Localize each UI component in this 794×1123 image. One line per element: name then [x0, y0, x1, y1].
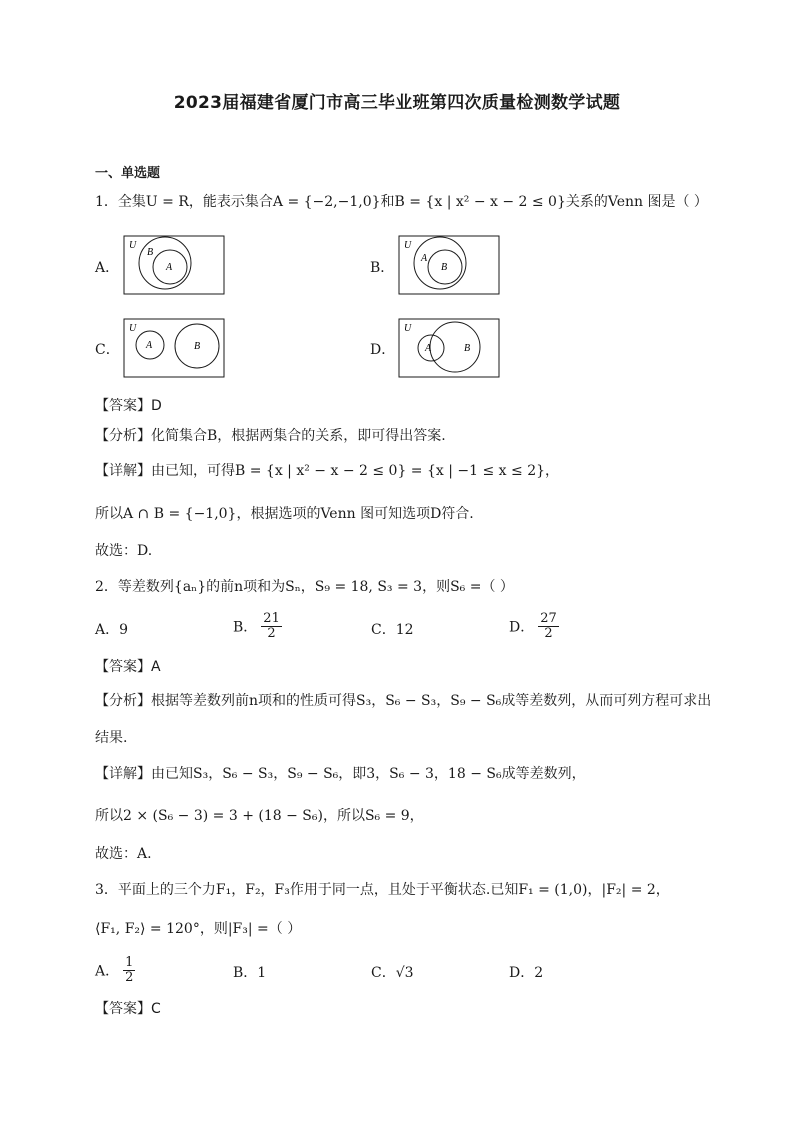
q2-answer: 【答案】A — [95, 659, 161, 675]
q1-analysis: 【分析】化简集合B，根据两集合的关系，即可得出答案. — [95, 428, 446, 444]
section-heading: 一、单选题 — [95, 166, 161, 181]
q1-stem: 1．全集U = R，能表示集合A = {−2,−1,0}和B = {x | x² − x − 2 ≤ 0}关系的Venn 图是（ ） — [95, 194, 708, 210]
q1-option-c-label: C． — [95, 342, 120, 358]
q2-conclusion: 故选：A. — [95, 846, 152, 862]
q1-answer: 【答案】D — [95, 398, 162, 414]
q3-option-d: D．2 — [509, 965, 544, 981]
venn-label-a: A — [425, 343, 432, 354]
venn-label-u: U — [129, 240, 137, 251]
fraction: $\frac{21}{2}$ — [263, 611, 280, 641]
q3-option-a: A． $\frac{1}{2}$ — [95, 955, 134, 985]
q1-detail-line-1: 【详解】由已知，可得B = {x | x² − x − 2 ≤ 0} = {x | −1 ≤ x ≤ 2}， — [95, 463, 560, 479]
venn-label-a: A — [146, 340, 153, 351]
q2-analysis-line-1: 【分析】根据等差数列前n项和的性质可得S₃，S₆ − S₃，S₉ − S₆成等差数列，从而可列方程可求出 — [95, 693, 712, 709]
q2-analysis-line-2: 结果. — [95, 730, 128, 746]
q2-detail-line-2: 所以2 × (S₆ − 3) = 3 + (18 − S₆)，所以S₆ = 9， — [95, 808, 424, 824]
q2-option-c: C．12 — [371, 622, 414, 638]
q3-option-b: B．1 — [233, 965, 267, 981]
q3-answer: 【答案】C — [95, 1001, 161, 1017]
q2-option-a: A．9 — [95, 622, 129, 638]
q3-stem-line-1: 3．平面上的三个力F₁，F₂，F₃作用于同一点，且处于平衡状态.已知F₁ = (1,0)，|F₂| = 2， — [95, 882, 670, 898]
q3-option-c: C．√3 — [371, 965, 414, 981]
q1-option-b-label: B． — [370, 260, 395, 276]
venn-label-b: B — [194, 341, 201, 352]
q2-detail-line-1: 【详解】由已知S₃，S₆ − S₃，S₉ − S₆，即3，S₆ − 3，18 − S₆成等差数列， — [95, 766, 586, 782]
q1-venn-d — [398, 318, 500, 378]
q1-venn-a — [123, 235, 225, 295]
q1-venn-c — [123, 318, 225, 378]
venn-label-a: A — [421, 253, 428, 264]
q1-option-d-label: D． — [370, 342, 396, 358]
venn-label-u: U — [404, 323, 412, 334]
q2-option-b: B． $\frac{21}{2}$ — [233, 611, 280, 641]
fraction: $\frac{27}{2}$ — [540, 611, 557, 641]
q2-stem: 2．等差数列{aₙ}的前n项和为Sₙ，S₉ = 18, S₃ = 3，则S₆ =（ ） — [95, 579, 514, 595]
q1-option-a-label: A． — [95, 260, 120, 276]
venn-label-u: U — [129, 323, 137, 334]
q2-option-d: D． $\frac{27}{2}$ — [509, 611, 557, 641]
page-title: 2023届福建省厦门市高三毕业班第四次质量检测数学试题 — [173, 93, 621, 113]
q1-conclusion: 故选：D. — [95, 543, 153, 559]
q1-venn-b — [398, 235, 500, 295]
venn-label-b: B — [441, 262, 448, 273]
q3-stem-line-2: ⟨F₁, F₂⟩ = 120°，则|F₃| =（ ） — [95, 921, 302, 937]
venn-label-a: A — [166, 262, 173, 273]
venn-label-u: U — [404, 240, 412, 251]
q1-detail-line-2: 所以A ∩ B = {−1,0}，根据选项的Venn 图可知选项D符合. — [95, 506, 474, 522]
venn-label-b: B — [464, 343, 471, 354]
fraction: $\frac{1}{2}$ — [125, 955, 134, 985]
venn-label-b: B — [147, 247, 154, 258]
